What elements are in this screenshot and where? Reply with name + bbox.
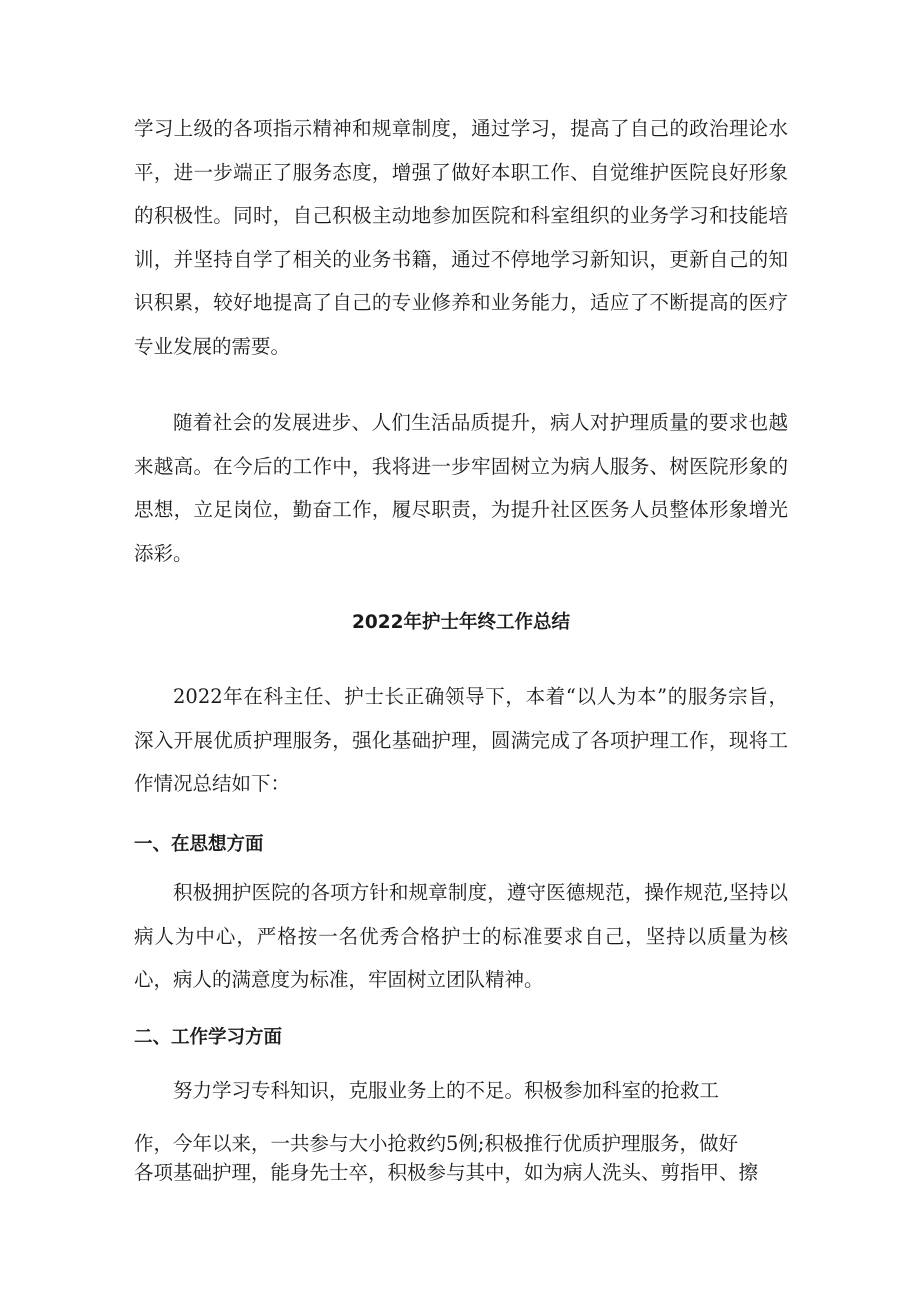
paragraph-work-study-line-2: 作，今年以来，一共参与大小抢救约5例;积极推行优质护理服务，做好 <box>134 1132 738 1155</box>
document-title: 2022年护士年终工作总结 <box>352 612 570 633</box>
paragraph-study: 学习上级的各项指示精神和规章制度，通过学习，提高了自己的政治理论水平，进一步端正了服务态度，增强了做好本职工作、自觉维护医院良好形象的积极性。同时，自己积极主动地参加医院和科室组织的业务学习和技能培训，并坚持自学了相关的业务书籍，通过不停地学习新知识，更新自己的知识积累，较好地提高了自己的专业修养和业务能力，适应了不断提高的医疗专业发展的需要。 <box>134 117 788 358</box>
paragraph-work-study-line-1: 努力学习专科知识，克服业务上的不足。积极参加科室的抢救工 <box>173 1079 720 1102</box>
paragraph-intro: 2022年在科主任、护士长正确领导下，本着“以人为本”的服务宗旨，深入开展优质护理服务，强化基础护理，圆满完成了各项护理工作，现将工作情况总结如下： <box>134 685 788 795</box>
paragraph-work-study-line-3: 各项基础护理，能身先士卒，积极参与其中，如为病人洗头、剪指甲、擦 <box>134 1161 759 1184</box>
section-heading-thought: 一、在思想方面 <box>134 834 264 855</box>
section-heading-work-study: 二、工作学习方面 <box>134 1027 283 1048</box>
paragraph-thought: 积极拥护医院的各项方针和规章制度，遵守医德规范，操作规范,坚持以病人为中心，严格按一名优秀合格护士的标准要求自己，坚持以质量为核心，病人的满意度为标准，牢固树立团队精神。 <box>134 881 788 991</box>
paragraph-future-work: 随着社会的发展进步、人们生活品质提升，病人对护理质量的要求也越来越高。在今后的工作中，我将进一步牢固树立为病人服务、树医院形象的思想，立足岗位，勤奋工作，履尽职责，为提升社区医务人员整体形象增光添彩。 <box>134 411 788 565</box>
